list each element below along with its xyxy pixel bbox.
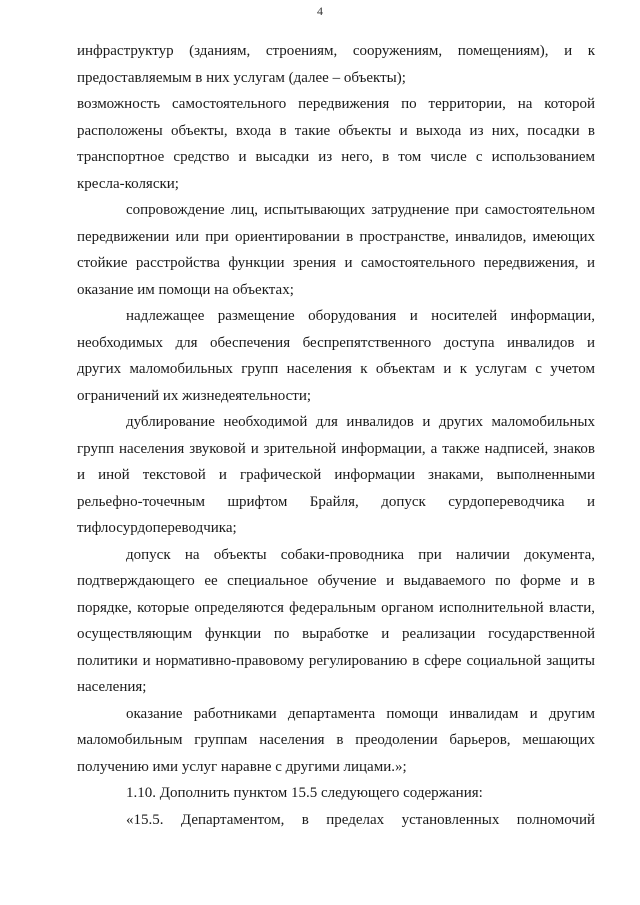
text-line: групп населения звуковой и зрительной информации, а также надписей, знаков	[77, 440, 595, 457]
text-line: других маломобильных групп населения к объектам и к услугам с учетом	[77, 361, 595, 377]
text-line: допуск на объекты собаки-проводника при наличии документа,	[126, 546, 595, 563]
text-line: и иной текстовой и графической информации знаками, выполненными	[77, 467, 595, 483]
text-line: кресла-коляски;	[77, 175, 179, 192]
text-line: 1.10. Дополнить пунктом 15.5 следующего содержания:	[126, 785, 483, 801]
text-line: транспортное средство и высадки из него, в том числе с использованием	[77, 149, 595, 165]
text-line: дублирование необходимой для инвалидов и других маломобильных	[126, 414, 595, 430]
text-line: инфраструктур (зданиям, строениям, сооружениям, помещениям), и к	[77, 43, 595, 59]
text-line: населения;	[77, 679, 147, 695]
text-line: сопровождение лиц, испытывающих затруднение при самостоятельном	[126, 202, 595, 218]
text-line: надлежащее размещение оборудования и носителей информации,	[126, 308, 595, 324]
text-line: передвижении или при ориентировании в пространстве, инвалидов, имеющих	[77, 228, 595, 245]
text-line: стойкие расстройства функции зрения и самостоятельного передвижения, и	[77, 255, 595, 271]
text-line: необходимых для обеспечения беспрепятственного доступа инвалидов и	[77, 334, 595, 351]
text-line: расположены объекты, входа в такие объекты и выхода из них, посадки в	[77, 122, 595, 139]
text-line: рельефно-точечным шрифтом Брайля, допуск сурдопереводчика и	[77, 493, 595, 510]
text-line: порядке, которые определяются федеральным органом исполнительной власти,	[77, 599, 595, 616]
text-line: «15.5. Департаментом, в пределах установленных полномочий	[126, 811, 595, 828]
text-line: маломобильным группам населения в преодолении барьеров, мешающих	[77, 732, 595, 748]
text-line: политики и нормативно-правовому регулированию в сфере социальной защиты	[77, 652, 595, 669]
page-number: 4	[317, 4, 323, 18]
text-line: предоставляемым в них услугам (далее – объекты);	[77, 69, 406, 86]
text-line: осуществляющим функции по выработке и реализации государственной	[77, 626, 595, 642]
document-body	[77, 38, 595, 833]
text-line: оказание работниками департамента помощи инвалидам и другим	[126, 705, 595, 722]
text-line: возможность самостоятельного передвижения по территории, на которой	[77, 96, 595, 112]
text-line: подтверждающего ее специальное обучение и выдаваемого по форме и в	[77, 573, 595, 589]
text-line: ограничений их жизнедеятельности;	[77, 387, 312, 404]
text-line: получению ими услуг наравне с другими лицами.»;	[77, 758, 407, 775]
text-line: тифлосурдопереводчика;	[77, 520, 237, 536]
text-line: оказание им помощи на объектах;	[77, 281, 294, 298]
